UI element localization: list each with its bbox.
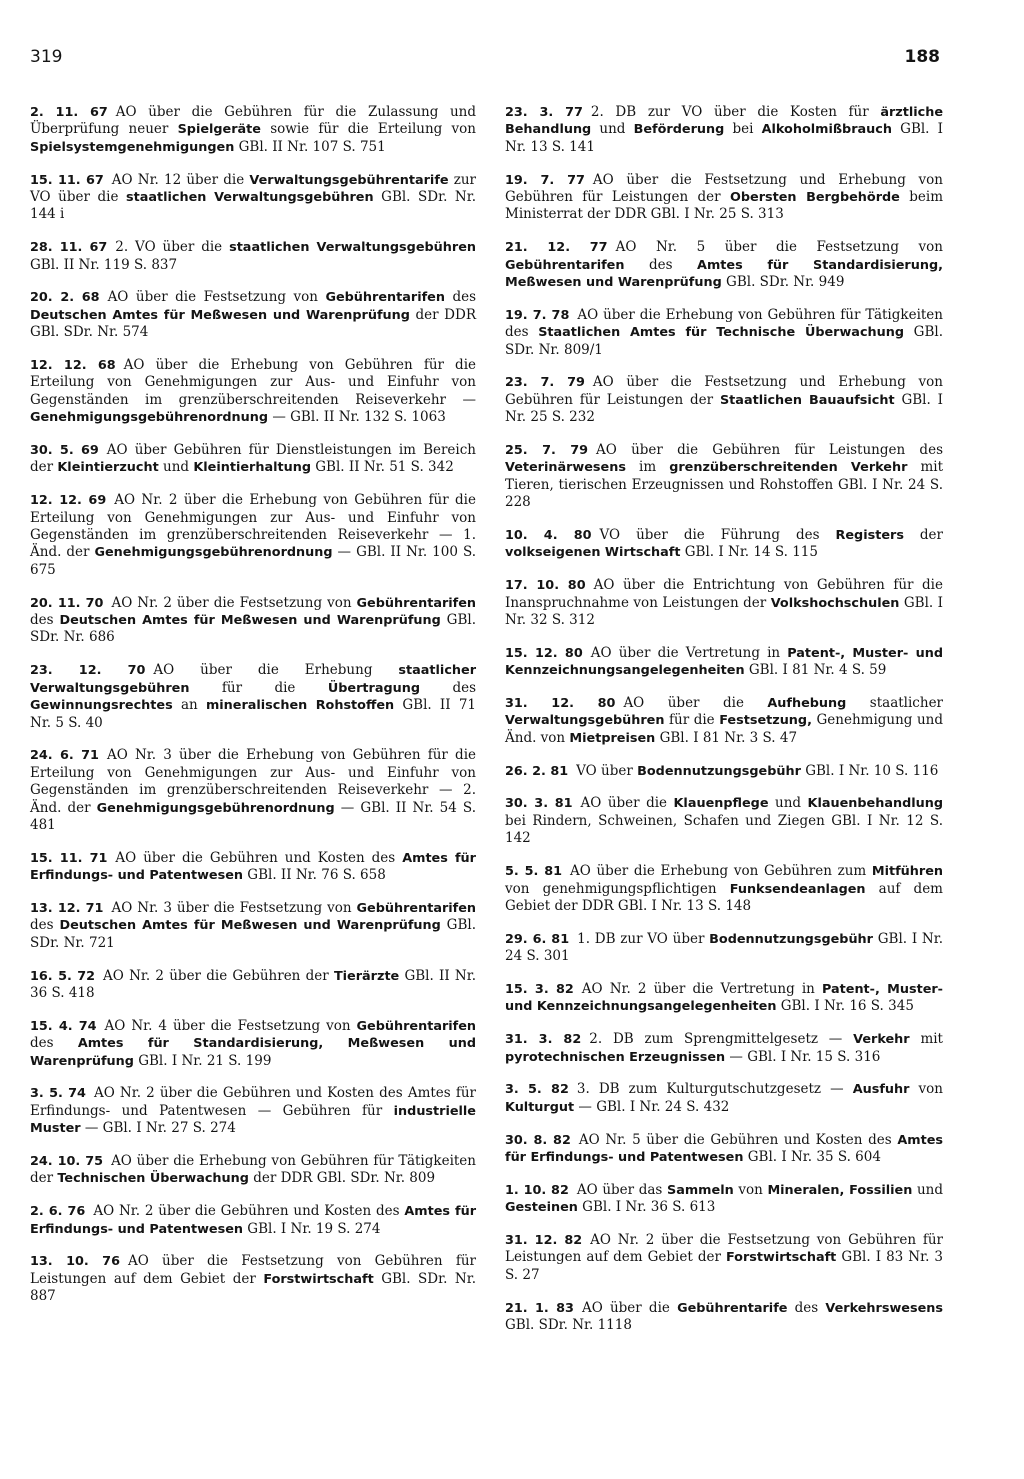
- entry-keyword: Verwaltungsgebühren: [505, 713, 665, 729]
- entry-text: AO Nr. 2 über die Gebühren und Kosten des Amtes für Erfindungs- und Patentwesen — Gebühren für: [30, 1085, 477, 1119]
- entry-keyword: Amtes für Standardisierung, Meßwesen und Warenprüfung: [30, 1036, 476, 1069]
- entry-keyword: Kleintierzucht: [57, 460, 159, 476]
- entry-keyword: Amtes für Standardisierung, Meßwesen und Warenprüfung: [505, 257, 943, 291]
- entry-date: 15. 12. 80: [505, 645, 583, 661]
- entry-text: mit: [909, 1031, 943, 1048]
- entry-text: GBl. I 81 Nr. 3 S. 47: [655, 729, 798, 746]
- entry-text: des: [30, 612, 60, 629]
- entry-text: GBl. I 83 Nr. 3 S. 27: [505, 1249, 943, 1283]
- entry-keyword: Obersten Bergbehörde: [729, 190, 900, 206]
- entry-text: staatlicher: [846, 695, 944, 712]
- entry-text: AO Nr. 5 über die Gebühren und Kosten des: [578, 1131, 898, 1148]
- register-entry: [30, 1018, 476, 1070]
- entry-text: AO über die Gebühren und Kosten des: [115, 849, 403, 866]
- entry-date: 20. 11. 70: [30, 595, 104, 611]
- entry-keyword: Deutschen Amtes für Meßwesen und Warenprüfung: [59, 613, 441, 629]
- entry-keyword: staatlicher Verwaltungsgebühren: [30, 663, 477, 696]
- entry-text: und: [768, 795, 808, 812]
- entry-keyword: Klauenpflege: [673, 796, 769, 812]
- register-entry: [30, 900, 476, 952]
- entry-date: 1. 10. 82: [505, 1182, 569, 1198]
- entry-text: AO über die Festsetzung von Gebühren für Leistungen auf dem Gebiet der: [30, 1253, 476, 1287]
- entry-keyword: Gebührentarife: [677, 1300, 788, 1316]
- entry-text: des: [624, 256, 698, 273]
- register-entry: [505, 645, 943, 680]
- entry-keyword: Staatlichen Amtes für Technische Überwachung: [538, 325, 905, 341]
- entry-keyword: Amtes für Erfindungs- und Patentwesen: [30, 850, 476, 884]
- entry-text: GBl. I Nr. 13 S. 141: [505, 121, 943, 155]
- entry-date: 26. 2. 81: [505, 763, 569, 779]
- entry-keyword: Gebührentarifen: [356, 595, 477, 611]
- entry-keyword: Funksendeanlagen: [729, 881, 866, 897]
- entry-keyword: Verwaltungsgebührentarife: [249, 172, 449, 188]
- entry-keyword: Gebührentarifen: [356, 900, 477, 916]
- entry-keyword: Alkoholmißbrauch: [761, 122, 892, 138]
- entry-text: des: [30, 917, 60, 934]
- entry-keyword: Tierärzte: [333, 968, 400, 984]
- entry-keyword: Kleintierhaltung: [193, 460, 311, 476]
- entry-keyword: volkseigenen Wirtschaft: [505, 545, 681, 561]
- entry-date: 10. 4. 80: [505, 528, 592, 544]
- entry-keyword: Amtes für Erfindungs- und Patentwesen: [505, 1132, 944, 1165]
- entry-date: 2. 11. 67: [30, 105, 108, 120]
- register-entry: [30, 239, 476, 274]
- entry-date: 13. 10. 76: [30, 1254, 120, 1270]
- entry-text: 1. DB zur VO über: [577, 930, 710, 947]
- entry-keyword: Bodennutzungsgebühr: [637, 763, 801, 779]
- entry-text: bei: [724, 121, 762, 138]
- register-entry: [505, 763, 943, 780]
- entry-text: 2. VO über die: [115, 239, 230, 256]
- entry-text: GBl. I Nr. 32 S. 312: [505, 594, 943, 629]
- entry-text: GBl. I Nr. 16 S. 345: [776, 998, 914, 1015]
- entry-text: AO über die Entrichtung von Gebühren für die Inanspruchnahme von Leistungen der: [505, 577, 943, 611]
- entry-keyword: Amtes für Erfindungs- und Patentwesen: [30, 1204, 477, 1237]
- entry-text: AO Nr. 2 über die Festsetzung von Gebühren für Leistungen auf dem Gebiet der: [505, 1231, 943, 1266]
- entry-date: 17. 10. 80: [505, 578, 586, 594]
- entry-text: von: [909, 1081, 943, 1098]
- entry-keyword: Registers: [835, 528, 904, 544]
- entry-text: GBl. I Nr. 36 S. 613: [577, 1199, 716, 1216]
- entry-keyword: Beförderung: [633, 122, 725, 138]
- entry-date: 5. 5. 81: [505, 864, 562, 880]
- entry-text: AO über das: [576, 1181, 667, 1198]
- entry-keyword: Festsetzung,: [719, 713, 812, 729]
- entry-text: AO über Gebühren für Dienstleistungen im Bereich der: [30, 442, 476, 476]
- register-entry: [30, 968, 476, 1003]
- entry-keyword: Kulturgut: [505, 1099, 575, 1115]
- entry-keyword: Verkehrswesens: [825, 1300, 943, 1316]
- entry-date: 31. 3. 82: [505, 1032, 582, 1048]
- register-entry: [505, 527, 943, 562]
- register-entry: [505, 239, 943, 291]
- entry-keyword: Gebührentarifen: [505, 257, 625, 273]
- entry-text: sowie für die Erteilung von: [260, 121, 476, 138]
- register-entry: [505, 863, 943, 915]
- entry-date: 25. 7. 79: [505, 443, 589, 459]
- entry-keyword: ärztliche Behandlung: [505, 105, 944, 138]
- entry-keyword: Forstwirtschaft: [725, 1250, 837, 1266]
- register-entry: [30, 1085, 476, 1137]
- entry-text: GBl. II Nr. 36 S. 418: [30, 967, 476, 1001]
- entry-date: 12. 12. 68: [30, 358, 116, 374]
- entry-text: VO über: [576, 762, 638, 779]
- entry-date: 23. 12. 70: [30, 663, 146, 679]
- entry-keyword: Deutschen Amtes für Meßwesen und Warenprüfung: [30, 307, 410, 323]
- entry-text: AO Nr. 2 über die Vertretung in: [581, 980, 822, 997]
- entry-text: AO über die Erhebung von Gebühren für die Erteilung von Genehmigungen zur Aus- und Einfuhr von Gegenständen im grenzüberschreitenden Reiseverkehr —: [30, 357, 477, 408]
- entry-keyword: Deutschen Amtes für Meßwesen und Warenprüfung: [59, 918, 441, 934]
- register-entry: [30, 492, 476, 579]
- entry-keyword: Aufhebung: [767, 696, 847, 712]
- entry-text: AO über die Erhebung von Gebühren zum: [570, 863, 872, 880]
- entry-date: 16. 5. 72: [30, 968, 96, 984]
- register-entry: [30, 595, 476, 647]
- register-entry: [30, 662, 476, 732]
- entry-keyword: Veterinärwesens: [505, 460, 626, 476]
- entry-text: AO über die Erhebung: [153, 662, 399, 679]
- register-entry: [30, 357, 476, 427]
- entry-text: GBl. SDr. Nr. 144 i: [30, 189, 476, 223]
- entry-date: 23. 7. 79: [505, 375, 585, 391]
- entry-keyword: Sammeln: [667, 1182, 734, 1198]
- register-entry: [505, 695, 943, 747]
- entry-text: auf dem Gebiet der DDR GBl. I Nr. 13 S. 148: [505, 880, 943, 914]
- entry-keyword: Klauenbehandlung: [807, 796, 943, 812]
- entry-date: 15. 3. 82: [505, 981, 574, 997]
- right-page-number: 188: [904, 47, 940, 67]
- entry-keyword: staatlichen Verwaltungsgebühren: [229, 240, 476, 256]
- entry-text: AO über die Gebühren für Leistungen des: [596, 442, 943, 459]
- entry-text: AO über die Erhebung von Gebühren für Tätigkeiten des: [505, 306, 943, 341]
- entry-text: des: [30, 1035, 78, 1052]
- entry-keyword: Spielsystemgenehmigungen: [30, 139, 235, 155]
- entry-text: AO Nr. 2 über die Gebühren der: [103, 967, 334, 984]
- entry-text: GBl. I Nr. 35 S. 604: [743, 1148, 881, 1165]
- right-column: [505, 104, 943, 1350]
- entry-text: GBl. SDr. Nr. 686: [30, 612, 476, 646]
- entry-text: — GBl. II Nr. 100 S. 675: [30, 544, 476, 578]
- entry-text: GBl. I Nr. 14 S. 115: [680, 544, 818, 561]
- entry-text: — GBl. II Nr. 132 S. 1063: [268, 409, 446, 426]
- entry-keyword: Gewinnungsrechtes: [30, 698, 173, 714]
- entry-text: AO über die Festsetzung von: [107, 289, 326, 306]
- entry-text: der DDR GBl. SDr. Nr. 574: [30, 306, 476, 341]
- entry-text: AO über die: [581, 1299, 678, 1316]
- entry-text: AO Nr. 5 über die Festsetzung von: [615, 239, 943, 256]
- entry-keyword: Gebührentarifen: [325, 290, 445, 306]
- entry-text: — GBl. I Nr. 24 S. 432: [574, 1098, 730, 1115]
- entry-date: 31. 12. 82: [505, 1232, 583, 1248]
- entry-date: 30. 3. 81: [505, 796, 573, 812]
- entry-text: 3. DB zum Kulturgutschutzgesetz —: [576, 1081, 853, 1098]
- register-entry: [30, 172, 476, 224]
- entry-text: AO über die Festsetzung und Erhebung von Gebühren für Leistungen der: [505, 171, 943, 206]
- entry-date: 3. 5. 82: [505, 1082, 569, 1098]
- entry-text: AO über die: [580, 795, 674, 812]
- entry-keyword: Mietpreisen: [569, 730, 656, 746]
- entry-text: AO über die Gebühren für die Zulassung und Überprüfung neuer: [30, 104, 476, 138]
- entry-text: beim Ministerrat der DDR GBl. I Nr. 25 S. 313: [505, 189, 943, 223]
- register-entry: [30, 442, 476, 477]
- entry-date: 3. 5. 74: [30, 1086, 86, 1102]
- entry-date: 12. 12. 69: [30, 493, 107, 509]
- entry-keyword: Staatlichen Bauaufsicht: [719, 392, 895, 408]
- entry-date: 20. 2. 68: [30, 290, 100, 306]
- entry-text: GBl. I Nr. 21 S. 199: [133, 1052, 272, 1069]
- register-entry: [505, 1081, 943, 1116]
- entry-date: 21. 12. 77: [505, 240, 608, 256]
- entry-text: 2. DB zur VO über die Kosten für: [590, 104, 881, 120]
- register-entry: [505, 307, 943, 359]
- entry-text: AO über die Erhebung von Gebühren für Tätigkeiten der: [30, 1152, 476, 1187]
- entry-date: 2. 6. 76: [30, 1204, 86, 1220]
- entry-date: 28. 11. 67: [30, 240, 108, 256]
- register-entry: [30, 1253, 476, 1305]
- entry-text: Genehmigung und Änd. von: [505, 712, 944, 746]
- entry-text: AO Nr. 3 über die Erhebung von Gebühren für die Erteilung von Genehmigungen zur Aus- und Einfuhr von Gegenständen im grenzüberschreitenden Reiseverkehr — 2. Änd. der: [30, 747, 476, 816]
- register-entry: [505, 1182, 943, 1217]
- entry-keyword: Genehmigungsgebührenordnung: [30, 410, 269, 426]
- entry-text: GBl. SDr. Nr. 949: [721, 274, 845, 291]
- entry-date: 23. 3. 77: [505, 105, 583, 120]
- register-entry: [505, 442, 943, 512]
- entry-keyword: Mitführen: [871, 864, 944, 880]
- entry-text: GBl. II Nr. 107 S. 751: [234, 138, 386, 155]
- entry-text: GBl. I Nr. 25 S. 232: [505, 391, 943, 426]
- entry-keyword: Mineralen, Fossilien: [767, 1182, 913, 1198]
- entry-keyword: Gesteinen: [505, 1200, 578, 1216]
- entry-keyword: Patent-, Muster- und Kennzeichnungsangelegenheiten: [505, 645, 943, 679]
- entry-keyword: industrielle Muster: [30, 1103, 476, 1137]
- entry-text: für die: [664, 712, 720, 729]
- entry-text: der DDR GBl. SDr. Nr. 809: [248, 1170, 436, 1187]
- entry-text: AO Nr. 2 über die Gebühren und Kosten des: [93, 1203, 405, 1220]
- entry-text: und: [158, 459, 194, 476]
- entry-keyword: Volkshochschulen: [770, 595, 900, 611]
- register-entry: [30, 289, 476, 341]
- entry-text: GBl. II 71 Nr. 5 S. 40: [30, 697, 477, 731]
- register-entry: [30, 104, 476, 156]
- entry-text: der: [903, 527, 943, 544]
- entry-date: 15. 11. 71: [30, 850, 108, 866]
- entry-keyword: Genehmigungsgebührenordnung: [94, 545, 333, 561]
- entry-keyword: mineralischen Rohstoffen: [205, 698, 395, 714]
- entry-keyword: Verkehr: [853, 1032, 910, 1048]
- left-page-number: 319: [30, 47, 63, 67]
- entry-keyword: grenzüberschreitenden Verkehr: [669, 460, 908, 476]
- entry-text: des: [787, 1299, 826, 1316]
- entry-text: AO Nr. 4 über die Festsetzung von: [104, 1017, 357, 1034]
- entry-text: AO Nr. 12 über die: [111, 171, 250, 188]
- left-column: [30, 104, 476, 1321]
- entry-date: 31. 12. 80: [505, 696, 616, 712]
- entry-text: und: [591, 121, 634, 138]
- entry-text: GBl. SDr. Nr. 721: [30, 917, 476, 951]
- entry-keyword: Genehmigungsgebührenordnung: [96, 800, 335, 816]
- entry-text: VO über die Führung des: [599, 527, 836, 544]
- register-entry: [30, 1203, 476, 1238]
- entry-text: mit Tieren, tierischen Erzeugnissen und Rohstoffen GBl. I Nr. 24 S. 228: [505, 459, 944, 511]
- register-entry: [505, 981, 943, 1016]
- entry-text: GBl. I 81 Nr. 4 S. 59: [744, 662, 887, 679]
- register-entry: [505, 1031, 943, 1066]
- entry-text: AO über die Vertretung in: [590, 644, 788, 661]
- entry-text: GBl. II Nr. 76 S. 658: [243, 867, 386, 884]
- entry-text: — GBl. I Nr. 15 S. 316: [725, 1048, 881, 1065]
- entry-keyword: Patent-, Muster- und Kennzeichnungsangelegenheiten: [505, 981, 943, 1015]
- entry-date: 15. 4. 74: [30, 1018, 97, 1034]
- entry-text: 2. DB zum Sprengmittelgesetz —: [589, 1031, 854, 1048]
- entry-text: AO Nr. 3 über die Festsetzung von: [111, 899, 357, 916]
- entry-text: an: [172, 697, 206, 714]
- entry-text: von: [733, 1181, 768, 1198]
- entry-text: GBl. SDr. Nr. 809/1: [505, 324, 943, 358]
- entry-date: 24. 6. 71: [30, 748, 99, 764]
- entry-text: und: [912, 1181, 944, 1198]
- entry-date: 19. 7. 78: [505, 307, 570, 323]
- entry-keyword: Spielgeräte: [177, 122, 261, 138]
- entry-text: GBl. I Nr. 24 S. 301: [505, 930, 943, 965]
- entry-text: des: [420, 679, 476, 696]
- register-entry: [505, 172, 943, 224]
- register-entry: [505, 1232, 943, 1284]
- entry-keyword: Bodennutzungsgebühr: [709, 931, 873, 947]
- register-entry: [30, 1153, 476, 1188]
- entry-text: AO über die: [623, 695, 768, 712]
- entry-date: 13. 12. 71: [30, 900, 104, 916]
- entry-keyword: Übertragung: [327, 680, 421, 696]
- entry-text: bei Rindern, Schweinen, Schafen und Ziegen GBl. I Nr. 12 S. 142: [505, 812, 943, 847]
- entry-date: 24. 10. 75: [30, 1153, 104, 1169]
- entry-date: 30. 5. 69: [30, 443, 99, 459]
- entry-date: 30. 8. 82: [505, 1132, 571, 1148]
- register-entry: [505, 374, 943, 426]
- entry-text: von genehmigungspflichtigen: [505, 880, 730, 897]
- entry-text: AO Nr. 2 über die Erhebung von Gebühren für die Erteilung von Genehmigungen zur Aus- und Einfuhr von Gegenständen im grenzüberschreitenden Reiseverkehr — 1. Änd. der: [30, 492, 476, 561]
- entry-text: GBl. II Nr. 119 S. 837: [30, 256, 178, 273]
- entry-keyword: Technischen Überwachung: [57, 1171, 249, 1187]
- entry-keyword: Ausfuhr: [852, 1082, 910, 1098]
- register-entry: [505, 1132, 943, 1167]
- register-entry: [505, 931, 943, 966]
- entry-keyword: pyrotechnischen Erzeugnissen: [505, 1049, 726, 1065]
- register-entry: [30, 850, 476, 885]
- register-entry: [505, 795, 943, 847]
- entry-keyword: Gebührentarifen: [356, 1018, 477, 1034]
- entry-text: GBl. II Nr. 51 S. 342: [310, 459, 454, 476]
- entry-text: — GBl. I Nr. 27 S. 274: [80, 1120, 236, 1137]
- register-entry: [505, 1300, 943, 1335]
- entry-text: AO über die Festsetzung und Erhebung von Gebühren für Leistungen der: [505, 374, 943, 408]
- entry-keyword: staatlichen Verwaltungsgebühren: [126, 190, 374, 206]
- entry-text: GBl. I Nr. 10 S. 116: [800, 762, 939, 779]
- entry-text: im: [625, 459, 670, 476]
- entry-text: AO Nr. 2 über die Festsetzung von: [111, 594, 357, 611]
- entry-date: 19. 7. 77: [505, 172, 585, 188]
- register-entry: [505, 577, 943, 629]
- entry-text: GBl. I Nr. 19 S. 274: [243, 1220, 381, 1237]
- entry-date: 29. 6. 81: [505, 931, 570, 947]
- register-entry: [30, 747, 476, 834]
- entry-text: des: [444, 289, 477, 306]
- entry-date: 21. 1. 83: [505, 1300, 574, 1316]
- register-entry: [505, 104, 943, 156]
- entry-keyword: Forstwirtschaft: [263, 1271, 374, 1287]
- entry-date: 15. 11. 67: [30, 172, 104, 188]
- entry-text: für die: [189, 679, 328, 696]
- entry-text: zur VO über die: [30, 171, 476, 206]
- entry-text: GBl. SDr. Nr. 887: [30, 1270, 476, 1305]
- entry-text: — GBl. II Nr. 54 S. 481: [30, 799, 476, 833]
- entry-text: GBl. SDr. Nr. 1118: [505, 1316, 632, 1333]
